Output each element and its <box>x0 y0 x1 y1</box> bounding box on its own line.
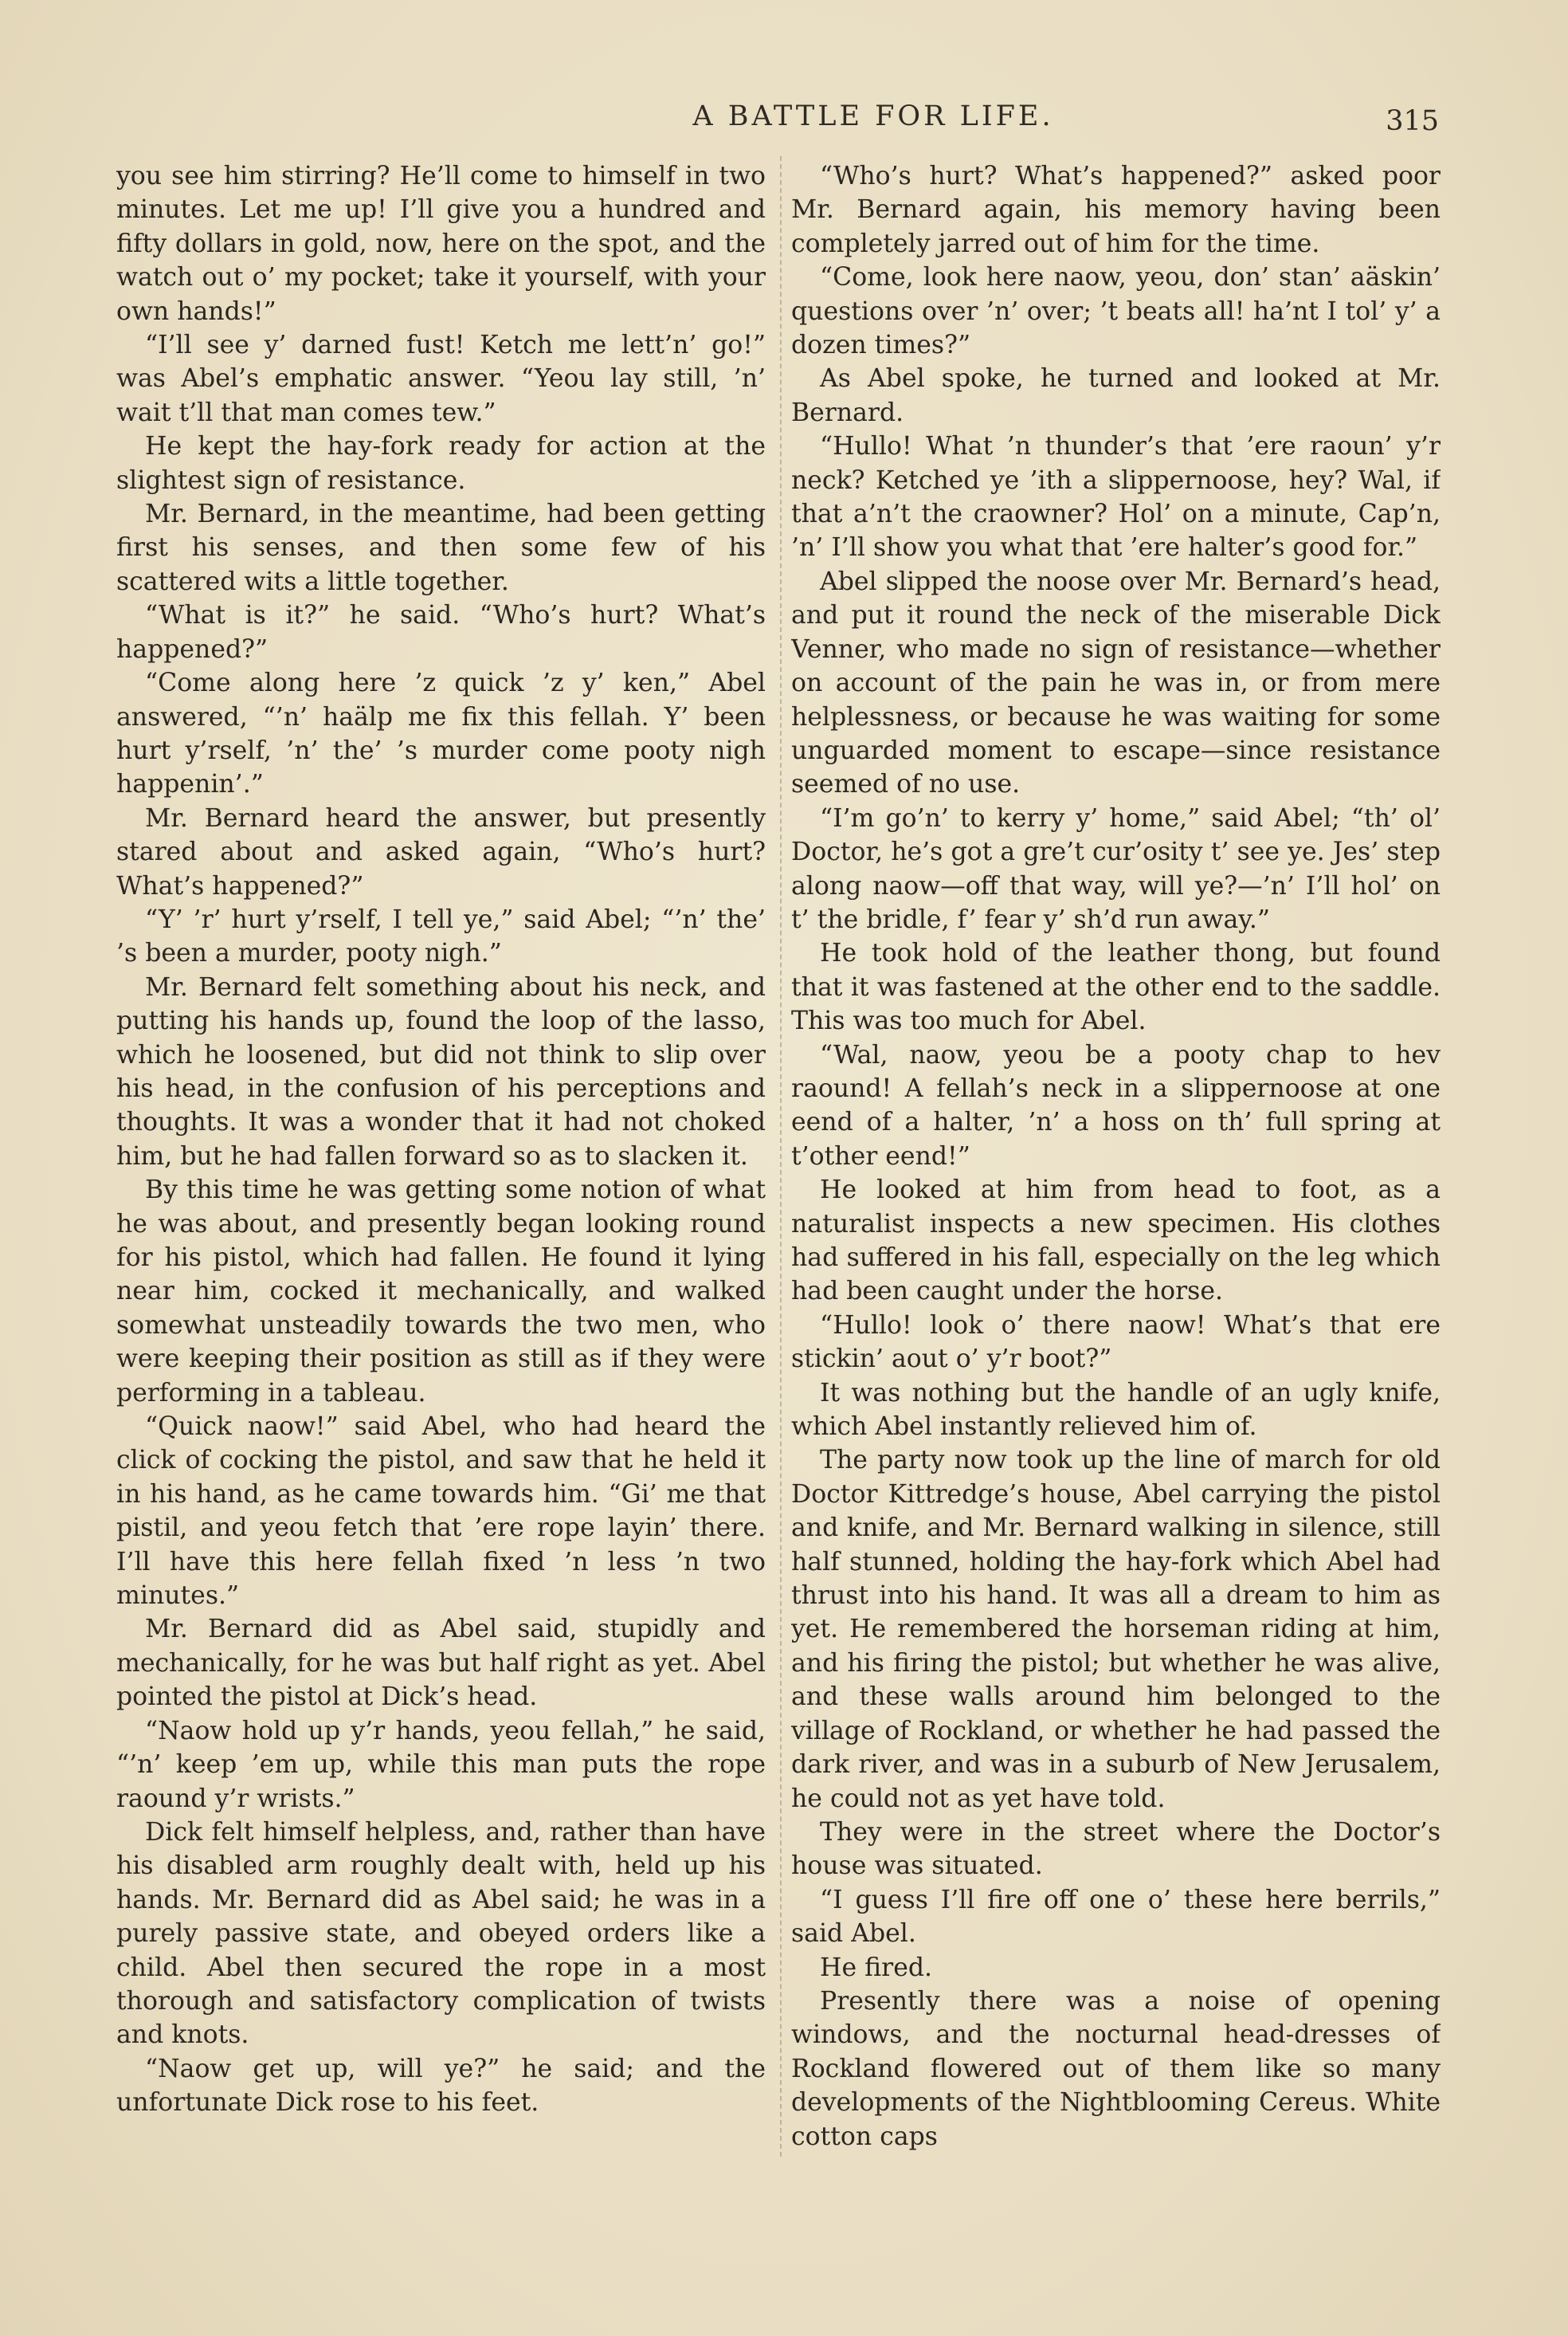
left-column <box>116 159 766 2168</box>
paragraph: “Come, look here naow, yeou, don’ stan’ aäskin’ questions over ’n’ over; ’t beats all! ha’nt I tol’ y’ a dozen times?” <box>791 263 1441 360</box>
paragraph: Mr. Bernard felt something about his neck, and putting his hands up, found the loop of the lasso, which he loosened, but did not think to slip over his head, in the confusion of his perceptions and thoughts. It was a wonder that it had not choked him, but he had fallen forward so as to slacken it. <box>116 972 766 1171</box>
paragraph: “Who’s hurt? What’s happened?” asked poor Mr. Bernard again, his memory having been completely jarred out of him for the time. <box>791 162 1441 258</box>
paragraph: It was nothing but the handle of an ugly knife, which Abel instantly relieved him of. <box>791 1378 1441 1442</box>
paragraph: The party now took up the line of march for old Doctor Kittredge’s house, Abel carrying the pistol and knife, and Mr. Bernard walking in silence, still half stunned, holding the hay-fork which Abel had thrust into his hand. It was all a dream to him as yet. He remembered the horseman riding at him, and his firing the pistol; but whether he was alive, and these walls around him belonged to the village of Rockland, or whether he had passed the dark river, and was in a suburb of New Jerusalem, he could not as yet have told. <box>791 1446 1441 1813</box>
paragraph: He took hold of the leather thong, but found that it was fastened at the other end to the saddle. This was too much for Abel. <box>791 939 1441 1036</box>
paragraph: Mr. Bernard heard the answer, but presently stared about and asked again, “Who’s hurt? What’s happened?” <box>116 803 766 901</box>
page-number: 315 <box>1386 105 1439 137</box>
paragraph: By this time he was getting some notion of what he was about, and presently began looking round for his pistol, which had fallen. He found it lying near him, cocked it mechanically, and walked somewhat unsteadily towards the two men, who were keeping their position as still as if they were performing in a tableau. <box>116 1176 766 1407</box>
paragraph: “Naow get up, will ye?” he said; and the unfortunate Dick rose to his feet. <box>116 2054 766 2118</box>
paragraph: As Abel spoke, he turned and looked at Mr. Bernard. <box>791 364 1441 427</box>
paragraph: He kept the hay-fork ready for action at the slightest sign of resistance. <box>116 432 766 495</box>
paragraph: “Naow hold up y’r hands, yeou fellah,” he said, “’n’ keep ’em up, while this man puts the rope raound y’r wrists.” <box>116 1716 766 1813</box>
right-column <box>791 159 1441 2168</box>
paragraph: He looked at him from head to foot, as a naturalist inspects a new specimen. His clothes had suffered in his fall, especially on the leg which had been caught under the horse. <box>791 1176 1441 1306</box>
paragraph: you see him stirring? He’ll come to himself in two minutes. Let me up! I’ll give you a hundred and fifty dollars in gold, now, here on the spot, and the watch out o’ my pocket; take it yourself, with your own hands!” <box>116 162 766 326</box>
paragraph: “Quick naow!” said Abel, who had heard the click of cocking the pistol, and saw that he held it in his hand, as he came towards him. “Gi’ me that pistil, and yeou fetch that ’ere rope layin’ there. I’ll have this here fellah fixed ’n less ’n two minutes.” <box>116 1412 766 1611</box>
paragraph: Abel slipped the noose over Mr. Bernard’s head, and put it round the neck of the miserable Dick Venner, who made no sign of resistance—whether on account of the pain he was in, or from mere helplessness, or because he was waiting for some unguarded moment to escape—since resistance seemed of no use. <box>791 567 1441 799</box>
paragraph: They were in the street where the Doctor’s house was situated. <box>791 1817 1441 1881</box>
paragraph: “Wal, naow, yeou be a pooty chap to hev raound! A fellah’s neck in a slippernoose at one eend of a halter, ’n’ a hoss on th’ full spring at t’other eend!” <box>791 1040 1441 1171</box>
paragraph: “I’ll see y’ darned fust! Ketch me lett’n’ go!” was Abel’s emphatic answer. “Yeou lay still, ’n’ wait t’ll that man comes tew.” <box>116 331 766 427</box>
paragraph: Mr. Bernard, in the meantime, had been getting first his senses, and then some few of his scattered wits a little together. <box>116 500 766 596</box>
paragraph: “Hullo! look o’ there naow! What’s that ere stickin’ aout o’ y’r boot?” <box>791 1310 1441 1374</box>
column-divider <box>780 156 782 2157</box>
paragraph: He fired. <box>820 1953 933 1982</box>
paragraph: “I guess I’ll fire off one o’ these here berrils,” said Abel. <box>791 1885 1441 1949</box>
page-header <box>116 100 1439 148</box>
paragraph: “What is it?” he said. “Who’s hurt? What’s happened?” <box>116 601 766 664</box>
paragraph: “Hullo! What ’n thunder’s that ’ere raoun’ y’r neck? Ketched ye ’ith a slippernoose, hey? Wal, if that a’n’t the craowner? Hol’ on a minute, Cap’n, ’n’ I’ll show you what that ’ere halter’s good for.” <box>791 432 1441 563</box>
paragraph: Dick felt himself helpless, and, rather than have his disabled arm roughly dealt with, held up his hands. Mr. Bernard did as Abel said; he was in a purely passive state, and obeyed orders like a child. Abel then secured the rope in a most thorough and satisfactory complication of twists and knots. <box>116 1817 766 2050</box>
paragraph: “I’m go’n’ to kerry y’ home,” said Abel; “th’ ol’ Doctor, he’s got a gre’t cur’osity t’ see ye. Jes’ step along naow—off that way, will ye?—’n’ I’ll hol’ on t’ the bridle, f’ fear y’ sh’d run away.” <box>791 803 1441 934</box>
running-title: A BATTLE FOR LIFE. <box>692 100 1054 132</box>
paragraph: “Come along here ’z quick ’z y’ ken,” Abel answered, “’n’ haälp me fix this fellah. Y’ been hurt y’rself, ’n’ the’ ’s murder come pooty nigh happenin’.” <box>116 669 766 799</box>
paragraph: “Y’ ’r’ hurt y’rself, I tell ye,” said Abel; “’n’ the’ ’s been a murder, pooty nigh.” <box>116 905 766 968</box>
paragraph: Mr. Bernard did as Abel said, stupidly and mechanically, for he was but half right as yet. Abel pointed the pistol at Dick’s head. <box>116 1615 766 1712</box>
paragraph: Presently there was a noise of opening windows, and the nocturnal head-dresses of Rockland flowered out of them like so many developments of the Nightblooming Cereus. White cotton caps <box>791 1986 1441 2151</box>
